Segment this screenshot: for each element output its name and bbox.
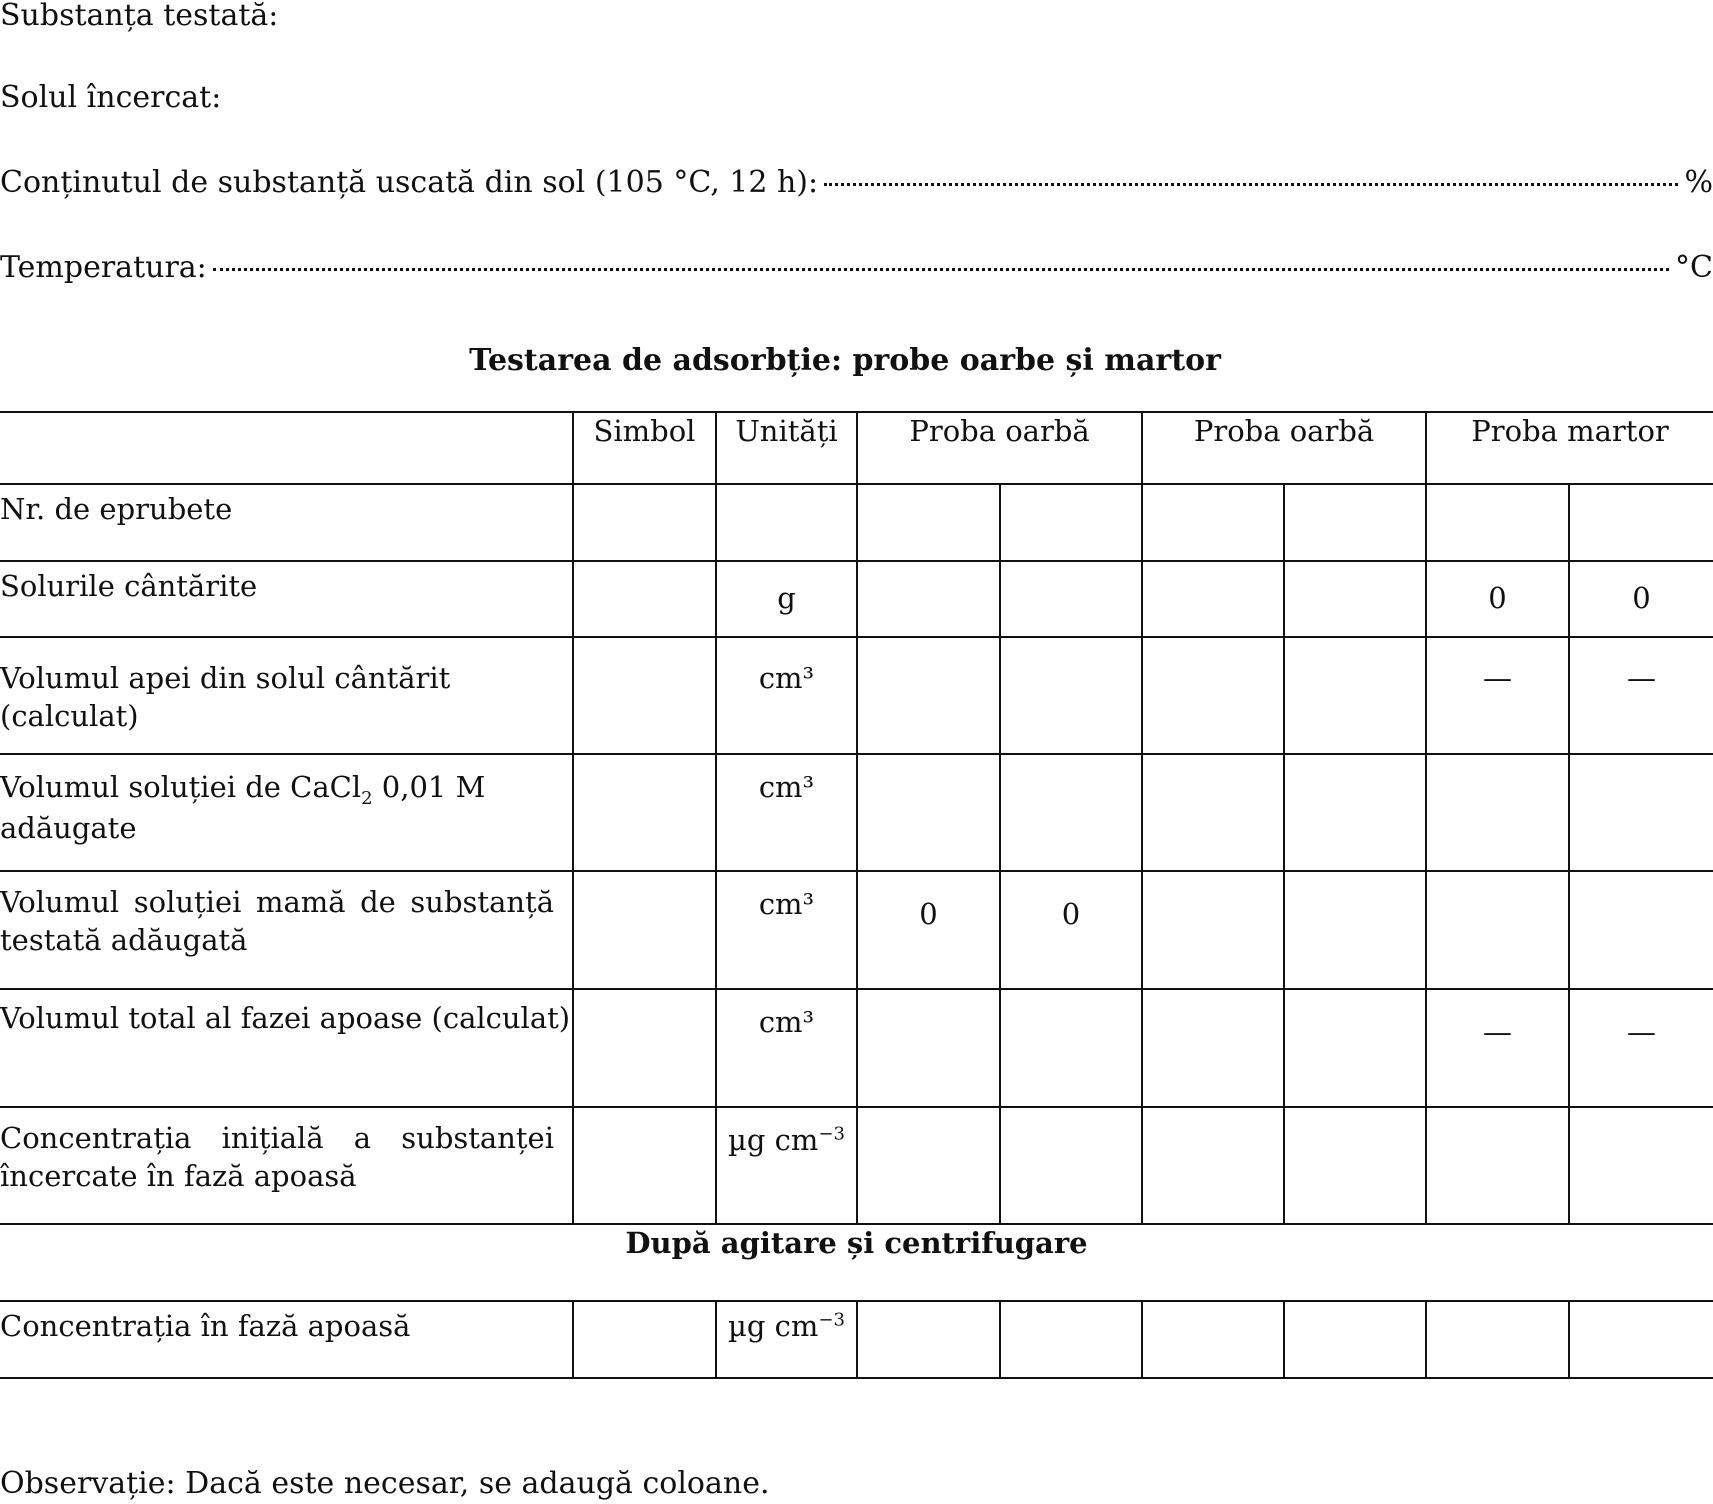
subsection-title: După agitare și centrifugare	[0, 1224, 1713, 1301]
table-row	[0, 1301, 1713, 1378]
data-cell[interactable]: 0	[1426, 561, 1569, 637]
data-cell[interactable]	[1000, 484, 1142, 561]
data-cell[interactable]	[1569, 1301, 1713, 1378]
header-blank-sample-1: Proba oarbă	[857, 412, 1142, 484]
row-label: Volumul soluției de CaCl$_2$ 0,01 M adăugate	[0, 754, 573, 871]
temperature-line	[0, 250, 1713, 285]
table-row	[0, 561, 1713, 637]
data-cell[interactable]	[1284, 561, 1426, 637]
data-cell[interactable]	[1142, 989, 1284, 1107]
table-row	[0, 1107, 1713, 1224]
unit-cell: cm³	[716, 871, 857, 989]
symbol-cell[interactable]	[573, 637, 716, 754]
data-cell[interactable]	[1142, 754, 1284, 871]
data-cell[interactable]	[857, 754, 1000, 871]
data-cell[interactable]: 0	[857, 871, 1000, 989]
unit-cell	[716, 484, 857, 561]
data-cell[interactable]: —	[1426, 989, 1569, 1107]
unit-cell: µg $cm^{-3}$	[716, 1107, 857, 1224]
unit-cell: cm³	[716, 754, 857, 871]
temperature-dotted-field[interactable]	[213, 268, 1669, 271]
data-cell[interactable]	[1426, 1107, 1569, 1224]
data-cell[interactable]	[1142, 561, 1284, 637]
data-cell[interactable]	[1426, 871, 1569, 989]
data-cell[interactable]	[1426, 754, 1569, 871]
data-cell[interactable]	[857, 637, 1000, 754]
data-cell[interactable]	[857, 561, 1000, 637]
symbol-cell[interactable]	[573, 561, 716, 637]
data-cell[interactable]	[1142, 1107, 1284, 1224]
dry-content-label: Conținutul de substanță uscată din sol (105 °C, 12 h):	[0, 165, 819, 200]
section-title: Testarea de adsorbție: probe oarbe și martor	[469, 343, 1221, 378]
symbol-cell[interactable]	[573, 754, 716, 871]
temperature-label: Temperatura:	[0, 250, 207, 285]
soil-label: Solul încercat:	[0, 80, 222, 115]
row-label: Concentrația inițială a substanței încercate în fază apoasă	[0, 1107, 573, 1224]
data-cell[interactable]	[1569, 484, 1713, 561]
symbol-cell[interactable]	[573, 1301, 716, 1378]
data-cell[interactable]	[1426, 484, 1569, 561]
adsorption-table	[0, 411, 1713, 1379]
unit-cell: cm³	[716, 637, 857, 754]
row-label: Concentrația în fază apoasă	[0, 1301, 573, 1378]
substance-label: Substanța testată:	[0, 0, 279, 33]
data-cell[interactable]	[1000, 637, 1142, 754]
row-label: Solurile cântărite	[0, 561, 573, 637]
data-cell[interactable]	[1569, 871, 1713, 989]
data-cell[interactable]: 0	[1569, 561, 1713, 637]
data-cell[interactable]	[1142, 1301, 1284, 1378]
table-row	[0, 989, 1713, 1107]
table-row	[0, 637, 1713, 754]
table-header-row	[0, 412, 1713, 484]
data-cell[interactable]	[1284, 871, 1426, 989]
data-cell[interactable]	[1142, 637, 1284, 754]
data-cell[interactable]	[1284, 484, 1426, 561]
data-cell[interactable]	[1000, 561, 1142, 637]
data-cell[interactable]	[1142, 871, 1284, 989]
data-cell[interactable]	[1000, 989, 1142, 1107]
data-cell[interactable]	[857, 1107, 1000, 1224]
data-cell[interactable]	[1000, 754, 1142, 871]
data-cell[interactable]: 0	[1000, 871, 1142, 989]
data-cell[interactable]	[1569, 1107, 1713, 1224]
row-label: Volumul total al fazei apoase (calculat)	[0, 989, 573, 1107]
data-cell[interactable]	[1569, 754, 1713, 871]
subsection-row	[0, 1224, 1713, 1301]
header-empty	[0, 412, 573, 484]
symbol-cell[interactable]	[573, 871, 716, 989]
data-cell[interactable]	[1284, 637, 1426, 754]
data-cell[interactable]	[1000, 1107, 1142, 1224]
dry-content-unit: %	[1684, 165, 1713, 200]
data-cell[interactable]: —	[1569, 637, 1713, 754]
data-cell[interactable]	[1284, 989, 1426, 1107]
dry-content-line	[0, 165, 1713, 200]
unit-cell: g	[716, 561, 857, 637]
header-blank-sample-2: Proba oarbă	[1142, 412, 1426, 484]
data-cell[interactable]: —	[1569, 989, 1713, 1107]
footnote: Observație: Dacă este necesar, se adaugă coloane.	[0, 1466, 770, 1501]
header-control-sample: Proba martor	[1426, 412, 1713, 484]
data-cell[interactable]: —	[1426, 637, 1569, 754]
data-cell[interactable]	[1284, 1301, 1426, 1378]
data-cell[interactable]	[1142, 484, 1284, 561]
symbol-cell[interactable]	[573, 1107, 716, 1224]
dry-content-dotted-field[interactable]	[824, 183, 1678, 186]
symbol-cell[interactable]	[573, 484, 716, 561]
symbol-cell[interactable]	[573, 989, 716, 1107]
data-cell[interactable]	[1000, 1301, 1142, 1378]
data-cell[interactable]	[857, 1301, 1000, 1378]
table-row	[0, 754, 1713, 871]
header-symbol: Simbol	[573, 412, 716, 484]
row-label: Volumul soluției mamă de substanță testată adăugată	[0, 871, 573, 989]
unit-cell: cm³	[716, 989, 857, 1107]
row-label: Volumul apei din solul cântărit (calculat)	[0, 637, 573, 754]
table-row	[0, 484, 1713, 561]
data-cell[interactable]	[857, 484, 1000, 561]
header-units: Unități	[716, 412, 857, 484]
table-row	[0, 871, 1713, 989]
data-cell[interactable]	[1284, 1107, 1426, 1224]
data-cell[interactable]	[1284, 754, 1426, 871]
row-label: Nr. de eprubete	[0, 484, 573, 561]
temperature-unit: °C	[1675, 250, 1713, 285]
data-cell[interactable]	[857, 989, 1000, 1107]
unit-cell: µg $cm^{-3}$	[716, 1301, 857, 1378]
data-cell[interactable]	[1426, 1301, 1569, 1378]
